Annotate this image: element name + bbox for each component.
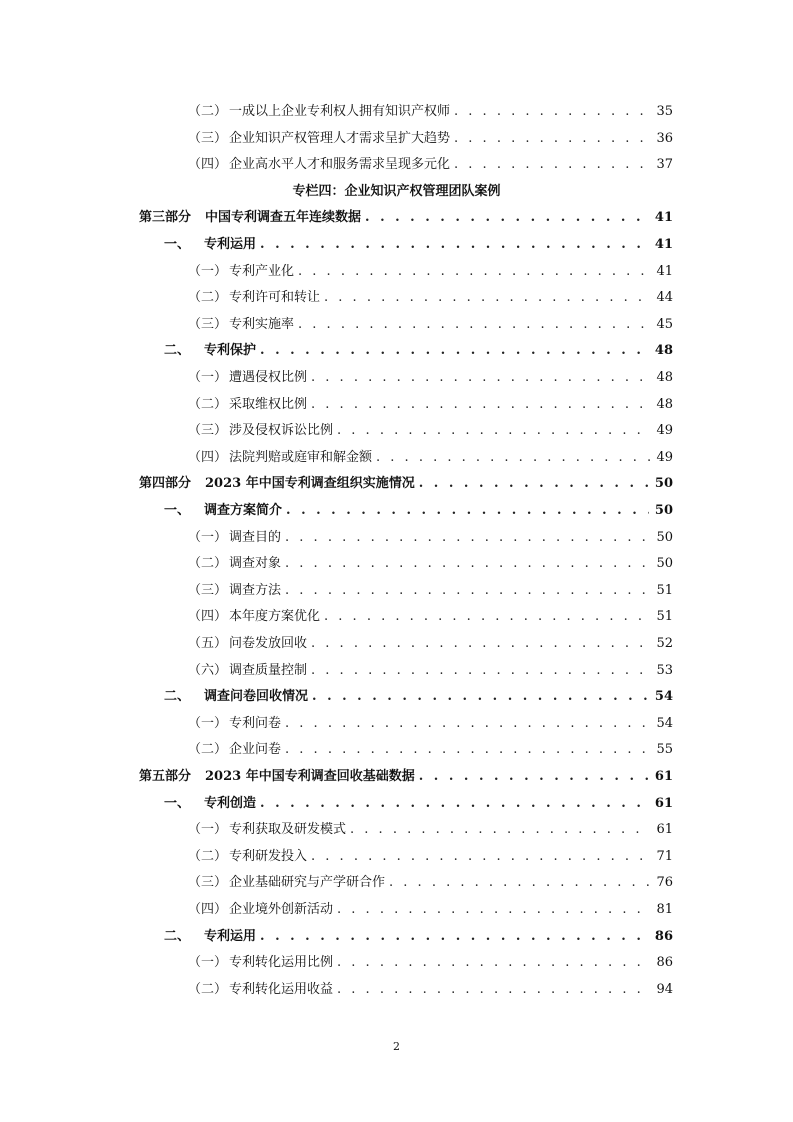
- toc-subsection-entry[interactable]: [188, 395, 673, 415]
- toc-subsection-entry[interactable]: [188, 448, 673, 468]
- toc-entry-number: （六）: [188, 663, 228, 678]
- toc-entry-title: 专利许可和转让: [229, 290, 321, 305]
- toc-subsection-entry[interactable]: [188, 661, 673, 681]
- dot-leader: [311, 847, 650, 867]
- toc-entry-title: 专利创造: [204, 796, 257, 811]
- toc-page-number: 49: [656, 423, 673, 438]
- dot-leader: [454, 102, 650, 122]
- toc-subsection-entry[interactable]: [188, 554, 673, 574]
- dot-leader: [389, 873, 650, 893]
- dot-leader: [285, 554, 650, 574]
- toc-entry-title: 本年度方案优化: [229, 609, 321, 624]
- toc-entry-title: 企业境外创新活动: [229, 902, 334, 917]
- toc-entry-number: （四）: [188, 609, 228, 624]
- toc-page-number: 48: [656, 370, 673, 385]
- toc-entry-number: （四）: [188, 157, 228, 172]
- toc-page-number: 48: [654, 343, 673, 358]
- toc-page-number: 50: [654, 476, 673, 491]
- toc-page-number: 55: [656, 742, 673, 757]
- toc-subsection-entry[interactable]: [188, 634, 673, 654]
- toc-subsection-entry[interactable]: [188, 288, 673, 308]
- dot-leader: [337, 900, 650, 920]
- toc-subsection-entry[interactable]: [188, 581, 673, 601]
- toc-entry-number: （二）: [188, 982, 228, 997]
- toc-part-entry[interactable]: [139, 474, 673, 494]
- toc-entry-number: 一、: [164, 796, 191, 811]
- toc-entry-title: 调查问卷回收情况: [204, 689, 309, 704]
- toc-entry-title: 专利保护: [204, 343, 257, 358]
- toc-entry-number: （三）: [188, 875, 228, 890]
- toc-page-number: 41: [656, 264, 673, 279]
- toc-page-number: 35: [656, 104, 673, 119]
- dot-leader: [285, 714, 650, 734]
- toc-section-entry[interactable]: [164, 927, 673, 947]
- toc-entry-number: 第三部分: [139, 210, 192, 225]
- toc-page-number: 54: [656, 716, 673, 731]
- dot-leader: [285, 740, 650, 760]
- dot-leader: [286, 501, 649, 521]
- toc-subsection-entry[interactable]: [188, 714, 673, 734]
- toc-entry-number: （二）: [188, 290, 228, 305]
- toc-subsection-entry[interactable]: [188, 873, 673, 893]
- toc-column-heading: 专栏四：企业知识产权管理团队案例: [292, 184, 501, 199]
- toc-entry-number: 二、: [164, 929, 191, 944]
- dot-leader: [376, 448, 650, 468]
- dot-leader: [337, 953, 650, 973]
- toc-page-number: 36: [656, 131, 673, 146]
- toc-page-number: 81: [656, 902, 673, 917]
- toc-entry-title: 企业高水平人才和服务需求呈现多元化: [229, 157, 451, 172]
- toc-entry-number: 二、: [164, 343, 191, 358]
- dot-leader: [350, 820, 650, 840]
- toc-entry-number: （一）: [188, 955, 228, 970]
- toc-entry-number: （四）: [188, 902, 228, 917]
- toc-page-number: 51: [656, 609, 673, 624]
- dot-leader: [285, 528, 650, 548]
- toc-entry-title: 2023 年中国专利调查组织实施情况: [205, 476, 415, 491]
- toc-entry-number: （二）: [188, 742, 228, 757]
- toc-page-number: 61: [654, 796, 673, 811]
- toc-entry-number: 第五部分: [139, 769, 192, 784]
- dot-leader: [260, 794, 649, 814]
- toc-section-entry[interactable]: [164, 235, 673, 255]
- dot-leader: [311, 634, 650, 654]
- toc-page-number: 53: [656, 663, 673, 678]
- toc-entry-number: （三）: [188, 583, 228, 598]
- toc-entry-title: 专利产业化: [229, 264, 295, 279]
- toc-entry-number: 二、: [164, 689, 191, 704]
- toc-entry-title: 一成以上企业专利权人拥有知识产权师: [229, 104, 451, 119]
- toc-subsection-entry[interactable]: [188, 740, 673, 760]
- toc-entry-number: 一、: [164, 503, 191, 518]
- toc-subsection-entry[interactable]: [188, 980, 673, 1000]
- dot-leader: [311, 368, 650, 388]
- toc-entry-number: 一、: [164, 237, 191, 252]
- toc-part-entry[interactable]: [139, 208, 673, 228]
- toc-entry-title: 专利运用: [204, 237, 257, 252]
- dot-leader: [419, 767, 649, 787]
- dot-leader: [260, 341, 649, 361]
- dot-leader: [298, 262, 650, 282]
- toc-page-number: 41: [654, 210, 673, 225]
- toc-entry-number: （三）: [188, 131, 228, 146]
- toc-entry-number: （二）: [188, 397, 228, 412]
- toc-page-number: 50: [654, 503, 673, 518]
- toc-entry-title: 调查对象: [229, 556, 282, 571]
- toc-subsection-entry[interactable]: [188, 528, 673, 548]
- toc-section-entry[interactable]: [164, 687, 673, 707]
- dot-leader: [311, 395, 650, 415]
- toc-entry-number: （一）: [188, 370, 228, 385]
- toc-entry-title: 调查质量控制: [229, 663, 308, 678]
- dot-leader: [260, 927, 649, 947]
- toc-page-number: 71: [656, 849, 673, 864]
- dot-leader: [324, 288, 650, 308]
- toc-entry-title: 专利运用: [204, 929, 257, 944]
- toc-entry-title: 专利转化运用比例: [229, 955, 334, 970]
- toc-section-entry[interactable]: [164, 341, 673, 361]
- toc-entry-title: 专利获取及研发模式: [229, 822, 347, 837]
- toc-entry-title: 问卷发放回收: [229, 636, 308, 651]
- toc-page-number: 50: [656, 556, 673, 571]
- toc-entry-number: （一）: [188, 822, 228, 837]
- dot-leader: [311, 661, 650, 681]
- toc-subsection-entry[interactable]: [188, 820, 673, 840]
- toc-page-number: 44: [656, 290, 673, 305]
- dot-leader: [260, 235, 649, 255]
- toc-page-number: 51: [656, 583, 673, 598]
- dot-leader: [337, 980, 650, 1000]
- toc-page-number: 41: [654, 237, 673, 252]
- toc-entry-number: （二）: [188, 104, 228, 119]
- toc-subsection-entry[interactable]: [188, 315, 673, 335]
- toc-page-number: 76: [656, 875, 673, 890]
- toc-entry-number: （四）: [188, 450, 228, 465]
- toc-entry-title: 调查目的: [229, 530, 282, 545]
- toc-entry-number: （一）: [188, 716, 228, 731]
- toc-page-number: 45: [656, 317, 673, 332]
- dot-leader: [337, 421, 650, 441]
- toc-entry-title: 法院判赔或庭审和解金额: [229, 450, 373, 465]
- toc-section-entry[interactable]: [164, 501, 673, 521]
- toc-page-number: 86: [654, 929, 673, 944]
- toc-page-number: 50: [656, 530, 673, 545]
- dot-leader: [324, 607, 650, 627]
- toc-section-entry[interactable]: [164, 794, 673, 814]
- toc-subsection-entry[interactable]: [188, 607, 673, 627]
- toc-entry-title: 采取维权比例: [229, 397, 308, 412]
- toc-page-number: 61: [656, 822, 673, 837]
- toc-entry-title: 2023 年中国专利调查回收基础数据: [205, 769, 415, 784]
- toc-entry-number: （五）: [188, 636, 228, 651]
- toc-subsection-entry[interactable]: [188, 953, 673, 973]
- toc-subsection-entry[interactable]: [188, 847, 673, 867]
- toc-entry-number: （三）: [188, 423, 228, 438]
- toc-subsection-entry[interactable]: [188, 262, 673, 282]
- toc-subsection-entry[interactable]: [188, 900, 673, 920]
- toc-entry-number: （一）: [188, 530, 228, 545]
- toc-subsection-entry[interactable]: [188, 155, 673, 175]
- toc-subsection-entry[interactable]: [188, 102, 673, 122]
- dot-leader: [298, 315, 650, 335]
- toc-page-number: 94: [656, 982, 673, 997]
- dot-leader: [285, 581, 650, 601]
- dot-leader: [312, 687, 649, 707]
- toc-entry-title: 调查方案简介: [204, 503, 283, 518]
- toc-entry-number: 第四部分: [139, 476, 192, 491]
- toc-entry-title: 专利转化运用收益: [229, 982, 334, 997]
- toc-page-number: 37: [656, 157, 673, 172]
- toc-page-number: 61: [654, 769, 673, 784]
- dot-leader: [419, 474, 649, 494]
- toc-subsection-entry[interactable]: [188, 129, 673, 149]
- toc-part-entry[interactable]: [139, 767, 673, 787]
- toc-entry-title: 企业基础研究与产学研合作: [229, 875, 386, 890]
- toc-page-number: 54: [654, 689, 673, 704]
- toc-entry-title: 专利问卷: [229, 716, 282, 731]
- toc-entry-title: 企业知识产权管理人才需求呈扩大趋势: [229, 131, 451, 146]
- dot-leader: [365, 208, 649, 228]
- toc-entry-title: 中国专利调查五年连续数据: [205, 210, 362, 225]
- toc-entry-title: 专利实施率: [229, 317, 295, 332]
- toc-entry-number: （一）: [188, 264, 228, 279]
- toc-subsection-entry[interactable]: [188, 421, 673, 441]
- page-number: 2: [393, 1040, 400, 1053]
- toc-page-number: 52: [656, 636, 673, 651]
- toc-entry-title: 专利研发投入: [229, 849, 308, 864]
- toc-entry-number: （二）: [188, 849, 228, 864]
- toc-entry-title: 企业问卷: [229, 742, 282, 757]
- toc-page-number: 48: [656, 397, 673, 412]
- dot-leader: [454, 155, 650, 175]
- toc-entry-number: （二）: [188, 556, 228, 571]
- dot-leader: [454, 129, 650, 149]
- toc-entry-title: 涉及侵权诉讼比例: [229, 423, 334, 438]
- toc-page-number: 86: [656, 955, 673, 970]
- toc-entry-title: 遭遇侵权比例: [229, 370, 308, 385]
- toc-entry-title: 调查方法: [229, 583, 282, 598]
- toc-entry-number: （三）: [188, 317, 228, 332]
- toc-page-number: 49: [656, 450, 673, 465]
- toc-subsection-entry[interactable]: [188, 368, 673, 388]
